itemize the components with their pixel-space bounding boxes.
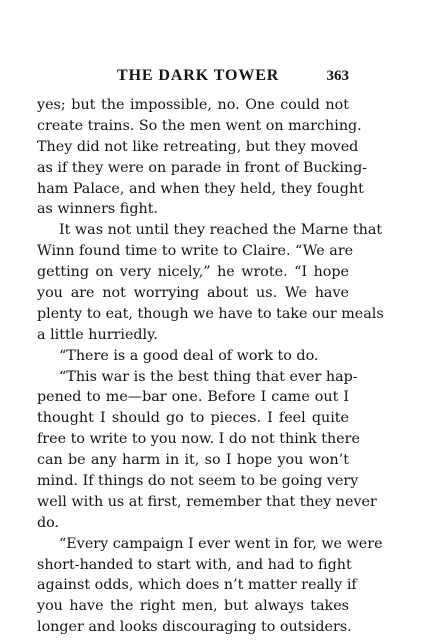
- text-line: getting on very nicely,” he wrote. “I hope: [37, 264, 349, 281]
- text-line: well with us at first, remember that they never: [37, 493, 377, 510]
- text-line: as if they were on parade in front of Bucking-: [37, 159, 368, 176]
- text-line: “Every campaign I ever went in for, we were: [59, 535, 383, 552]
- text-line: you are not worrying about us. We have: [37, 285, 349, 302]
- text-line: yes; but the impossible, no. One could not: [37, 97, 349, 113]
- text-line: “This war is the best thing that ever hap-: [59, 368, 358, 385]
- text-line: can be any harm in it, so I hope you won’t: [37, 452, 349, 469]
- text-line: against odds, which does n’t matter really if: [37, 577, 357, 594]
- text-line: thought I should go to pieces. I feel quite: [37, 410, 349, 427]
- text-line: do.: [37, 514, 60, 531]
- text-line: a little hurriedly.: [37, 326, 158, 343]
- text-line: “There is a good deal of work to do.: [59, 347, 319, 364]
- text-line: pened to me—bar one. Before I came out I: [37, 389, 349, 406]
- page-header: [37, 66, 349, 86]
- text-line: you have the right men, but always takes: [37, 598, 349, 615]
- text-line: create trains. So the men went on marching.: [37, 117, 362, 134]
- text-line: It was not until they reached the Marne that: [59, 222, 383, 239]
- text-line: mind. If things do not seem to be going very: [37, 473, 359, 490]
- text-line: ham Palace, and when they held, they fought: [37, 180, 364, 197]
- text-line: plenty to eat, though we have to take our meals: [37, 305, 384, 322]
- running-title: THE DARK TOWER: [117, 67, 280, 84]
- body-text: [37, 95, 384, 638]
- text-line: Winn found time to write to Claire. “We are: [37, 243, 354, 260]
- text-line: longer and looks discouraging to outsiders.: [37, 619, 352, 636]
- text-line: They did not like retreating, but they moved: [37, 138, 359, 155]
- text-line: free to write to you now. I do not think there: [37, 431, 360, 448]
- text-line: as winners fight.: [37, 201, 158, 218]
- page-number: 363: [326, 68, 349, 84]
- text-line: short-handed to start with, and had to fight: [37, 556, 352, 573]
